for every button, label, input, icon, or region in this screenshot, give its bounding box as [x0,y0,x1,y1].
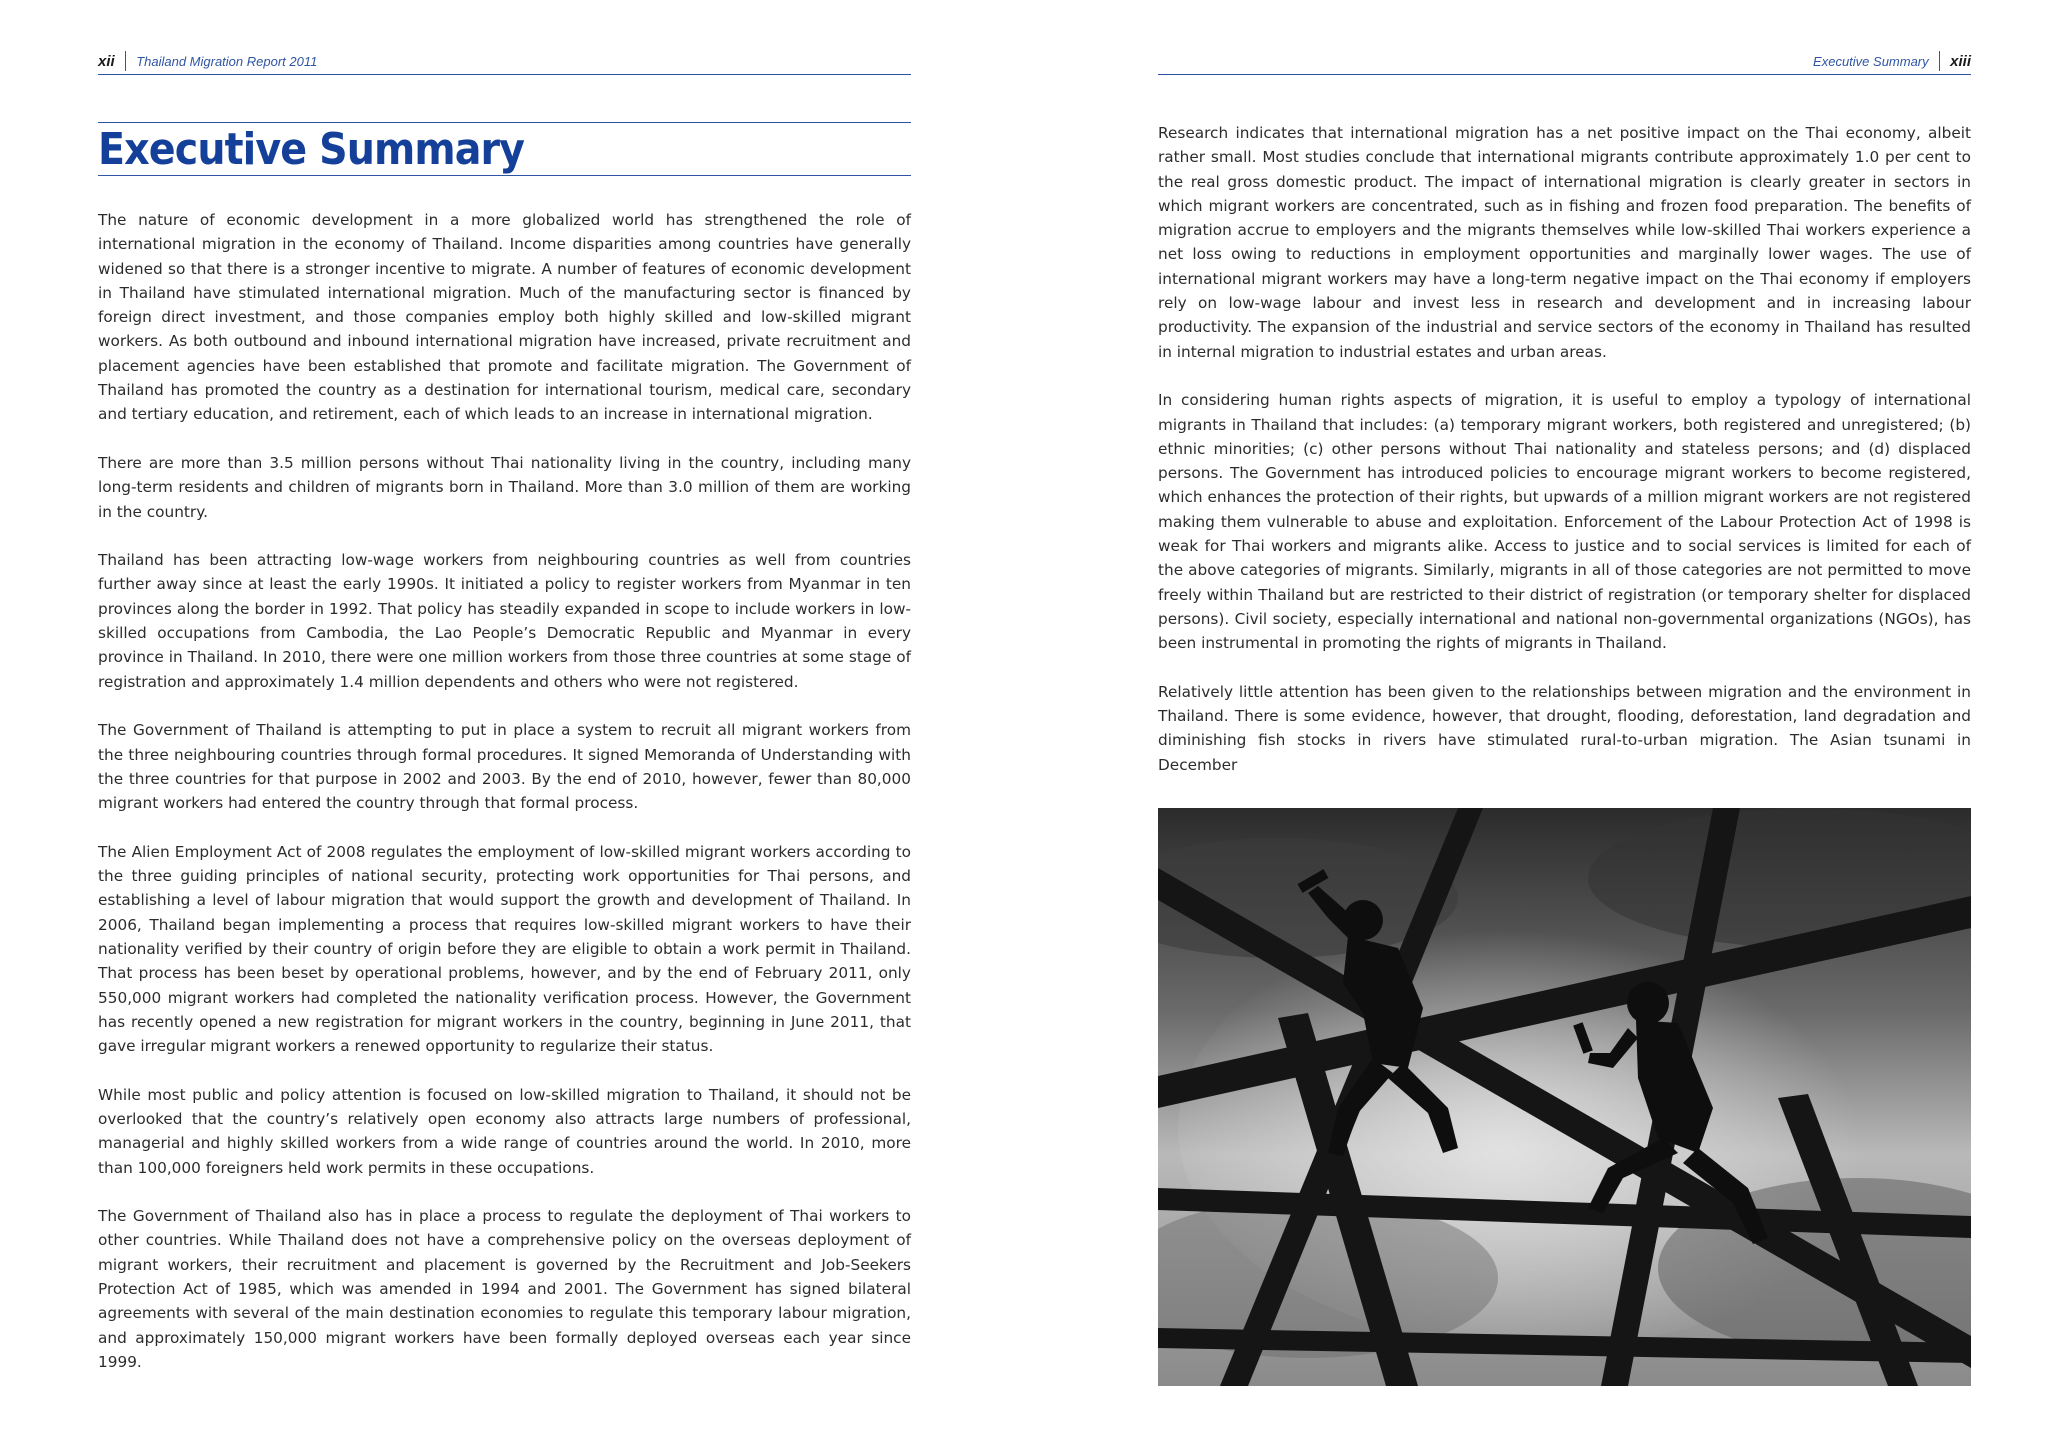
paragraph: In considering human rights aspects of migration, it is useful to employ a typology of international migrants in Thailand that includes: (a) temporary migrant workers, both registered and unregistered; (b) ethnic minorities; (c) other persons without Thai nationality and stateless persons; and (d) displaced persons. The Government has introduced policies to encourage migrant workers to become registered, which enhances the protection of their rights, but upwards of a million migrant workers are not registered making them vulnerable to abuse and exploitation. Enforcement of the Labour Protection Act of 1998 is weak for Thai workers and migrants alike. Access to justice and to social services is limited for each of the above categories of migrants. Similarly, migrants in all of those categories are not permitted to move freely within Thailand but are restricted to their district of registration (or temporary shelter for displaced persons). Civil society, especially international and national non-governmental organizations (NGOs), has been instrumental in promoting the rights of migrants in Thailand. [1158,391,1971,653]
running-title: Thailand Migration Report 2011 [136,53,318,69]
header-divider [125,51,127,71]
page-title: Executive Summary [98,124,525,175]
chapter-heading-block [98,122,911,176]
paragraph: Thailand has been attracting low-wage workers from neighbouring countries as well from countries further away since at least the early 1990s. It initiated a policy to register workers from Myanmar in ten provinces along the border in 1992. That policy has steadily expanded in scope to include workers in low-skilled occupations from Cambodia, the Lao People’s Democratic Republic and Myanmar in every province in Thailand. In 2010, there were one million workers from those three countries at some stage of registration and approximately 1.4 million dependents and others who were not registered. [98,551,911,691]
running-head-left [98,48,911,75]
photo-construction-workers [1158,808,1971,1386]
paragraph: While most public and policy attention is focused on low-skilled migration to Thailand, it should not be overlooked that the country’s relatively open economy also attracts large numbers of professional, managerial and highly skilled workers from a wide range of countries around the world. In 2010, more than 100,000 foreigners held work permits in these occupations. [98,1085,911,1177]
paragraph: The Government of Thailand is attempting to put in place a system to recruit all migrant workers from the three neighbouring countries through formal procedures. It signed Memoranda of Understanding with the three countries for that purpose in 2002 and 2003. By the end of 2010, however, fewer than 80,000 migrant workers had entered the country through that formal process. [98,721,911,813]
page-number: xiii [1950,52,1971,70]
paragraph: The Alien Employment Act of 2008 regulates the employment of low-skilled migrant workers according to the three guiding principles of national security, protecting work opportunities for Thai persons, and establishing a level of labour migration that would support the growth and development of Thailand. In 2006, Thailand began implementing a process that requires low-skilled migrant workers to have their nationality verified by their country of origin before they are eligible to obtain a work permit in Thailand. That process has been beset by operational problems, however, and by the end of February 2011, only 550,000 migrant workers had completed the nationality verification process. However, the Government has recently opened a new registration for migrant workers in the country, beginning in June 2011, that gave irregular migrant workers a renewed opportunity to regularize their status. [98,842,911,1056]
photo-illustration [1158,808,1971,1386]
right-page [1024,0,2048,1448]
running-head-right [1158,48,1971,75]
body-text-left [98,208,911,1399]
paragraph: The nature of economic development in a more globalized world has strengthened the role of international migration in the economy of Thailand. Income disparities among countries have generally widened so that there is a stronger incentive to migrate. A number of features of economic development in Thailand have stimulated international migration. Much of the manufacturing sector is financed by foreign direct investment, and those companies employ both highly skilled and low-skilled migrant workers. As both outbound and inbound international migration have increased, private recruitment and placement agencies have been established that promote and facilitate migration. The Government of Thailand has promoted the country as a destination for international tourism, medical care, secondary and tertiary education, and retirement, each of which leads to an increase in international migration. [98,211,911,424]
paragraph: Relatively little attention has been given to the relationships between migration and the environment in Thailand. There is some evidence, however, that drought, flooding, deforestation, land degradation and diminishing fish stocks in rivers have stimulated rural-to-urban migration. The Asian tsunami in December [1158,682,1971,774]
body-text-right [1158,121,1971,801]
running-title: Executive Summary [1813,53,1929,69]
header-divider [1939,51,1941,71]
page-number: xii [98,52,115,70]
paragraph: There are more than 3.5 million persons without Thai nationality living in the country, including many long-term residents and children of migrants born in Thailand. More than 3.0 million of them are working in the country. [98,453,911,521]
paragraph: The Government of Thailand also has in place a process to regulate the deployment of Thai workers to other countries. While Thailand does not have a comprehensive policy on the overseas deployment of migrant workers, their recruitment and placement is governed by the Recruitment and Job-Seekers Protection Act of 1985, which was amended in 1994 and 2001. The Government has signed bilateral agreements with several of the main destination economies to regulate this temporary labour migration, and approximately 150,000 migrant workers have been formally deployed overseas each year since 1999. [98,1207,911,1371]
paragraph: Research indicates that international migration has a net positive impact on the Thai economy, albeit rather small. Most studies conclude that international migrants contribute approximately 1.0 per cent to the real gross domestic product. The impact of international migration is clearly greater in sectors in which migrant workers are concentrated, such as in fishing and frozen food preparation. The benefits of migration accrue to employers and the migrants themselves while low-skilled Thai workers experience a net loss owing to reductions in employment opportunities and marginally lower wages. The use of international migrant workers may have a long-term negative impact on the Thai economy if employers rely on low-wage labour and invest less in research and development and in increasing labour productivity. The expansion of the industrial and service sectors of the economy in Thailand has resulted in internal migration to industrial estates and urban areas. [1158,124,1971,361]
